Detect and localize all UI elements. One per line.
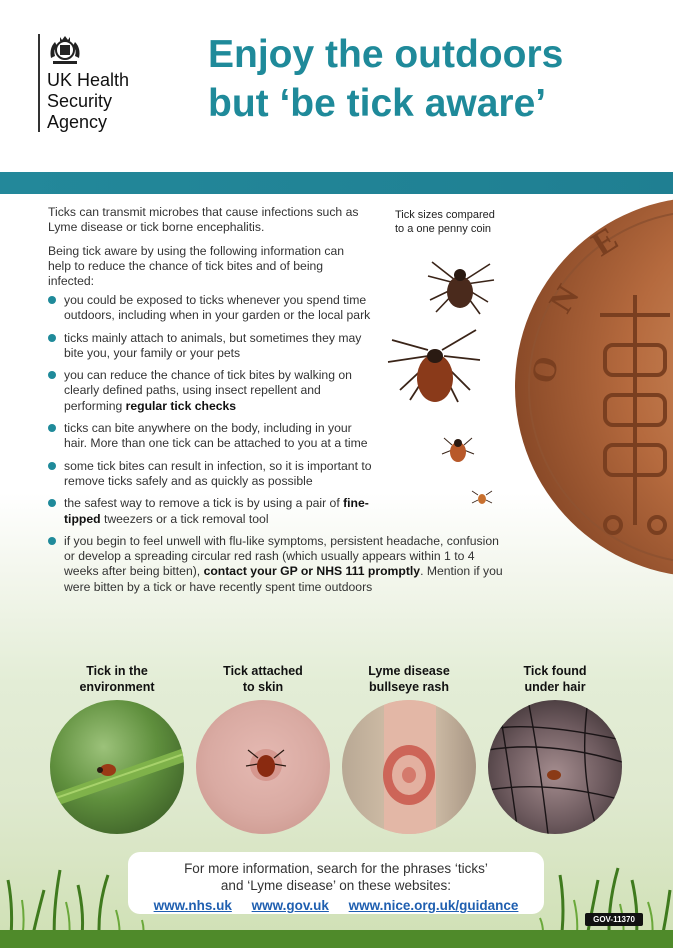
photo-label-line: Tick attached: [223, 664, 303, 678]
list-item: [48, 496, 374, 527]
tick-sizes-illustration: [380, 250, 520, 520]
title-line: but ‘be tick aware’: [208, 82, 547, 125]
bullet-text: if you begin to feel unwell with flu-like symptoms, persistent headache, confusion or develop a spreading circular red rash (which usually appears within 1 to 4 weeks after being bitten),: [64, 533, 499, 579]
list-item: [48, 331, 374, 362]
list-item: [48, 534, 504, 595]
header-band: [0, 172, 673, 194]
title-line: Enjoy the outdoors: [208, 33, 564, 76]
intro-paragraph: Being tick aware by using the following information can help to reduce the chance of tick bites and of being infected:: [48, 243, 345, 289]
ukhsa-logo: [38, 34, 158, 134]
bullet-text: . Mention if you were bitten by a tick or have recently spent time outdoors: [64, 564, 503, 594]
page-title: [208, 30, 648, 128]
coin-caption: [395, 208, 495, 236]
photo-label-line: under hair: [524, 680, 586, 694]
photo-tick-on-skin: [196, 700, 330, 834]
photo-label-line: environment: [79, 680, 155, 694]
link-nice[interactable]: www.nice.org.uk/guidance: [348, 898, 519, 913]
info-text: For more information, search for the phrases ‘ticks’: [184, 861, 488, 876]
bullet-text: ticks can bite anywhere on the body, including in your hair. More than one tick can be attached to you at a time: [64, 421, 368, 451]
intro-text: [48, 205, 368, 297]
photo-label-line: bullseye rash: [369, 680, 449, 694]
bullet-icon: [48, 334, 56, 342]
more-information-box: [128, 852, 544, 914]
coin-caption-line: Tick sizes compared: [395, 209, 495, 221]
bullet-emphasis: contact your GP or NHS 111 promptly: [203, 564, 421, 579]
list-item: [48, 459, 374, 490]
bullet-icon: [48, 424, 56, 432]
intro-paragraph: Ticks can transmit microbes that cause infections such as Lyme disease or tick borne encephalitis.: [48, 205, 359, 235]
photo-label-skin: [198, 663, 328, 695]
organisation-name-line: UK Health: [47, 70, 130, 90]
bullet-icon: [48, 296, 56, 304]
photo-label-rash: [344, 663, 474, 695]
bullet-icon: [48, 371, 56, 379]
photo-label-environment: [52, 663, 182, 695]
photo-tick-under-hair: [488, 700, 622, 834]
organisation-name: [47, 70, 129, 133]
photo-label-line: to skin: [242, 680, 284, 694]
bullet-text: you can reduce the chance of tick bites by walking on clearly defined paths, using insect repellent and performing: [64, 368, 352, 413]
bullet-text: the safest way to remove a tick is by using a pair of: [64, 496, 344, 511]
link-gov[interactable]: www.gov.uk: [251, 898, 329, 913]
list-item: [48, 293, 374, 324]
royal-crest-icon: [47, 34, 83, 66]
reference-code: GOV-11370: [585, 913, 643, 926]
photo-label-line: Lyme disease: [368, 664, 450, 678]
bullet-emphasis: regular tick checks: [125, 398, 237, 413]
bullet-text: tweezers or a tick removal tool: [100, 511, 269, 526]
logo-divider: [38, 34, 40, 132]
bullet-text: some tick bites can result in infection, so it is important to remove ticks safely and as quickly as possible: [64, 458, 372, 488]
bullet-text: you could be exposed to ticks whenever you spend time outdoors, including when in your garden or the local park: [64, 293, 371, 323]
bullet-text: ticks mainly attach to animals, but sometimes they may bite you, your family or your pets: [64, 330, 362, 360]
website-links: [128, 897, 544, 914]
photo-tick-in-environment: [50, 700, 184, 834]
bullet-icon: [48, 499, 56, 507]
list-item: [48, 368, 374, 414]
coin-caption-line: to a one penny coin: [395, 223, 492, 235]
list-item: [48, 421, 374, 452]
link-nhs[interactable]: www.nhs.uk: [153, 898, 232, 913]
photo-bullseye-rash: [342, 700, 476, 834]
bullet-icon: [48, 537, 56, 545]
header: [0, 0, 673, 172]
organisation-name-line: Security: [47, 91, 113, 111]
bullet-icon: [48, 462, 56, 470]
penny-coin-image: [505, 195, 673, 580]
info-text: and ‘Lyme disease’ on these websites:: [220, 878, 452, 893]
photo-label-line: Tick found: [523, 664, 587, 678]
photo-label-hair: [490, 663, 620, 695]
svg-text:E: E: [585, 220, 625, 264]
organisation-name-line: Agency: [47, 112, 108, 132]
bullet-emphasis: fine-tipped: [64, 496, 369, 526]
svg-text:O: O: [524, 353, 567, 387]
photo-label-line: Tick in the: [86, 664, 148, 678]
svg-text:N: N: [542, 278, 587, 320]
